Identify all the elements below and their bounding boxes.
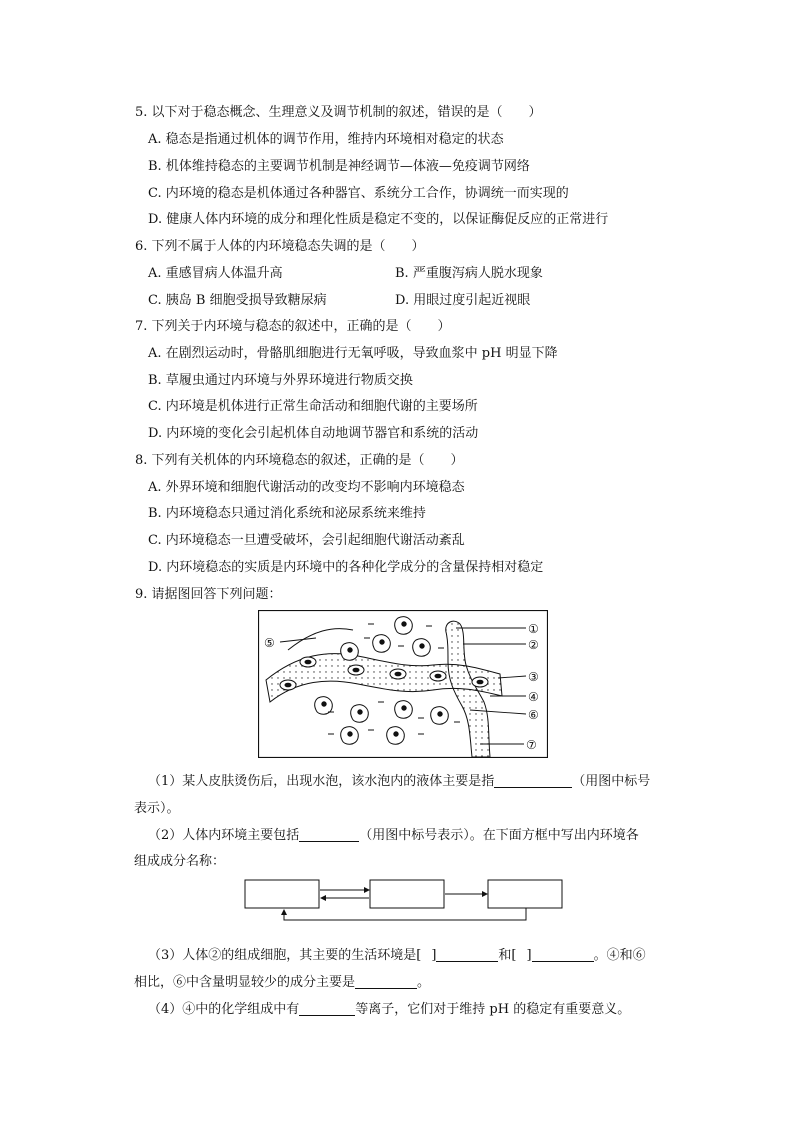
answer-blank-6[interactable] — [299, 1001, 355, 1016]
q9-part3-text-g: 。 — [417, 975, 431, 990]
label-4: ④ — [528, 690, 539, 704]
q9-part3-text-e: 。④和⑥ — [593, 948, 646, 963]
flow-box-3[interactable] — [488, 880, 562, 908]
q8-option-d: D. 内环境稳态的实质是内环境中的各种化学成分的含量保持相对稳定 — [148, 560, 544, 575]
label-2: ② — [528, 638, 539, 652]
flow-box-1[interactable] — [245, 880, 319, 908]
q6-stem: 6. 下列不属于人体的内环境稳态失调的是（ ） — [135, 239, 425, 254]
label-1: ① — [528, 622, 539, 636]
q9-part3-text-d: ] — [526, 948, 532, 963]
flow-box-2[interactable] — [370, 880, 444, 908]
q9-part1-text-b: （用图中标号 — [572, 774, 651, 789]
q9-part1-text-a: （1）某人皮肤烫伤后，出现水泡，该水泡内的液体主要是指 — [148, 774, 495, 789]
q8-option-b: B. 内环境稳态只通过消化系统和泌尿系统来维持 — [148, 506, 426, 521]
label-5: ⑤ — [264, 636, 275, 650]
q6-option-c: C. 胰岛 B 细胞受损导致糖尿病 — [148, 293, 327, 308]
q6-option-b: B. 严重腹泻病人脱水现象 — [395, 266, 543, 281]
q9-part4-line1 — [148, 1001, 630, 1019]
q9-part3-text-a: （3）人体②的组成细胞，其主要的生活环境是[ — [148, 948, 422, 963]
q7-option-b: B. 草履虫通过内环境与外界环境进行物质交换 — [148, 373, 413, 388]
q5-option-d: D. 健康人体内环境的成分和理化性质是稳定不变的，以保证酶促反应的正常进行 — [148, 212, 609, 227]
bracket-space-1[interactable] — [421, 948, 431, 962]
answer-blank-1[interactable] — [494, 773, 572, 788]
bracket-space-2[interactable] — [517, 948, 527, 962]
arrow-3-to-1 — [284, 908, 526, 920]
q9-stem: 9. 请据图回答下列问题： — [135, 587, 282, 602]
q9-part3-text-f: 相比，⑥中含量明显较少的成分主要是 — [134, 975, 356, 990]
q8-option-a: A. 外界环境和细胞代谢活动的改变均不影响内环境稳态 — [148, 480, 465, 495]
q8-option-c: C. 内环境稳态一旦遭受破坏，会引起细胞代谢活动紊乱 — [148, 533, 465, 548]
answer-blank-4[interactable] — [532, 947, 594, 962]
q9-part4-text-a: （4）④中的化学组成中有 — [148, 1002, 300, 1017]
q9-part1-line1 — [148, 773, 650, 791]
q9-part1-line2: 表示）。 — [134, 801, 180, 816]
tissue-diagram — [258, 610, 548, 758]
label-6: ⑥ — [528, 708, 539, 722]
q7-stem: 7. 下列关于内环境与稳态的叙述中，正确的是（ ） — [135, 319, 451, 334]
answer-blank-5[interactable] — [355, 974, 417, 989]
q9-part3-text-b: ] — [431, 948, 437, 963]
q6-option-d: D. 用眼过度引起近视眼 — [395, 293, 531, 308]
label-7: ⑦ — [526, 738, 537, 752]
q9-part4-text-b: 等离子，它们对于维持 pH 的稳定有重要意义。 — [355, 1002, 631, 1017]
q9-part3-text-c: 和[ — [498, 948, 517, 963]
q5-option-c: C. 内环境的稳态是机体通过各种器官、系统分工合作，协调统一而实现的 — [148, 186, 569, 201]
q5-option-a: A. 稳态是指通过机体的调节作用，维持内环境相对稳定的状态 — [148, 132, 504, 147]
q9-part3-line1 — [148, 947, 646, 965]
q9-part2-text-a: （2）人体内环境主要包括 — [148, 828, 300, 843]
inner-environment-flow-diagram — [244, 878, 564, 924]
answer-blank-3[interactable] — [436, 947, 498, 962]
q9-part2-text-b: （用图中标号表示）。在下面方框中写出内环境各 — [359, 828, 639, 843]
q9-part2-line1 — [148, 827, 639, 845]
q7-option-a: A. 在剧烈运动时，骨骼肌细胞进行无氧呼吸，导致血浆中 pH 明显下降 — [148, 346, 558, 361]
q9-part2-line2: 组成成分名称： — [134, 854, 226, 869]
q5-stem: 5. 以下对于稳态概念、生理意义及调节机制的叙述，错误的是（ ） — [135, 105, 542, 120]
label-3: ③ — [528, 670, 539, 684]
q9-part3-line2 — [134, 974, 430, 992]
answer-blank-2[interactable] — [299, 827, 359, 842]
q8-stem: 8. 下列有关机体的内环境稳态的叙述，正确的是（ ） — [135, 453, 464, 468]
q7-option-d: D. 内环境的变化会引起机体自动地调节器官和系统的活动 — [148, 426, 479, 441]
q5-option-b: B. 机体维持稳态的主要调节机制是神经调节—体液—免疫调节网络 — [148, 159, 530, 174]
q7-option-c: C. 内环境是机体进行正常生命活动和细胞代谢的主要场所 — [148, 399, 478, 414]
q6-option-a: A. 重感冒病人体温升高 — [148, 266, 283, 281]
